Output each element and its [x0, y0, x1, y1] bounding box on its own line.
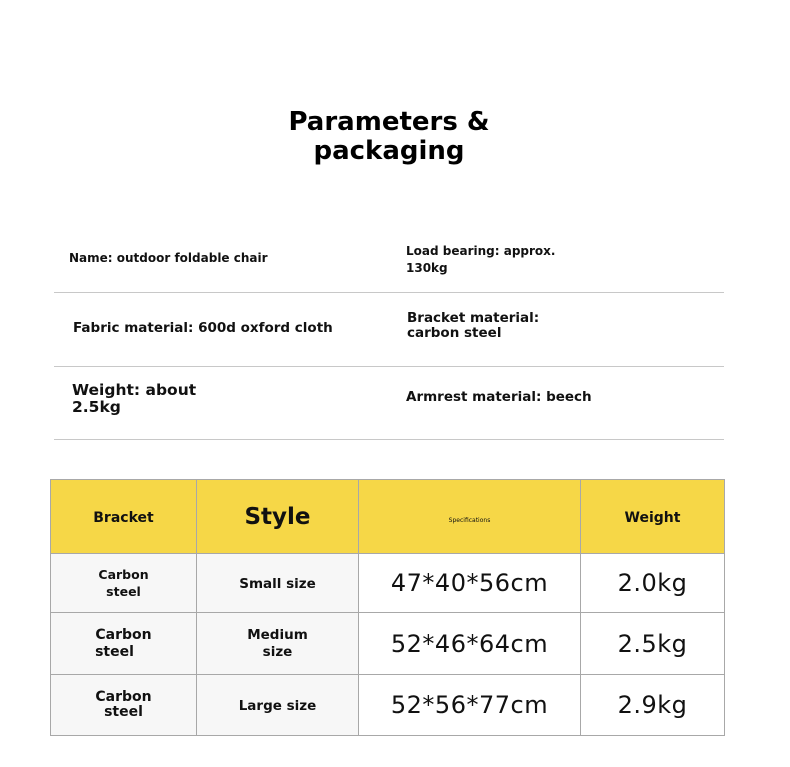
cell-style — [197, 613, 359, 675]
param-weight-line2: 2.5kg — [72, 398, 121, 416]
cell-bracket-line1: Carbon — [95, 689, 152, 705]
divider — [54, 292, 724, 293]
cell-bracket — [51, 675, 197, 736]
divider — [54, 366, 724, 367]
cell-weight — [581, 613, 725, 675]
cell-style — [197, 554, 359, 613]
page-title — [241, 108, 537, 176]
cell-style-label: Small size — [239, 576, 316, 592]
cell-weight-value: 2.9kg — [617, 691, 688, 719]
header-style-label: Style — [244, 503, 311, 530]
param-name: Name: outdoor foldable chair — [69, 251, 268, 265]
param-weight-line1: Weight: about — [72, 381, 197, 399]
cell-spec-value: 52*46*64cm — [390, 629, 549, 658]
header-weight-label: Weight — [624, 510, 681, 526]
param-load-bearing-line2: 130kg — [406, 261, 448, 275]
param-load-bearing — [406, 243, 555, 277]
param-armrest: Armrest material: beech — [406, 389, 592, 405]
param-bracket-line1: Bracket material: — [407, 310, 540, 326]
table-row — [51, 675, 725, 736]
cell-spec — [359, 554, 581, 613]
page-title-line1: Parameters & — [288, 107, 490, 137]
cell-bracket-label — [95, 627, 152, 661]
cell-bracket-label — [98, 566, 148, 600]
cell-weight-value: 2.0kg — [617, 569, 688, 597]
param-load-bearing-line1: Load bearing: approx. — [406, 244, 556, 258]
divider — [54, 439, 724, 440]
cell-spec — [359, 613, 581, 675]
header-bracket-label: Bracket — [93, 510, 154, 526]
cell-spec-value: 47*40*56cm — [390, 569, 549, 597]
header-style — [197, 480, 359, 554]
table-header-row — [51, 480, 725, 554]
cell-bracket — [51, 613, 197, 675]
cell-bracket-line2: steel — [106, 584, 141, 599]
param-fabric: Fabric material: 600d oxford cloth — [73, 320, 333, 336]
table-row — [51, 613, 725, 675]
header-weight — [581, 480, 725, 554]
cell-bracket-line2: steel — [95, 643, 134, 660]
cell-spec — [359, 675, 581, 736]
param-bracket-material — [407, 311, 539, 341]
cell-bracket-line1: Carbon — [98, 567, 149, 582]
header-specifications — [359, 480, 581, 554]
header-bracket — [51, 480, 197, 554]
cell-bracket-label — [95, 690, 151, 720]
page-title-line2: packaging — [313, 136, 465, 166]
cell-weight — [581, 554, 725, 613]
cell-bracket-line1: Carbon — [95, 626, 152, 643]
param-bracket-line2: carbon steel — [407, 325, 502, 341]
cell-bracket — [51, 554, 197, 613]
param-weight — [72, 382, 196, 416]
cell-weight — [581, 675, 725, 736]
cell-style-line2: size — [262, 643, 293, 660]
cell-style-label: Large size — [238, 698, 317, 714]
cell-bracket-line2: steel — [104, 704, 143, 720]
cell-weight-value: 2.5kg — [617, 629, 688, 658]
cell-style-line1: Medium — [247, 626, 308, 643]
table-row — [51, 554, 725, 613]
cell-spec-value: 52*56*77cm — [390, 691, 549, 719]
header-specifications-label: Specifications — [448, 517, 491, 524]
spec-table — [50, 479, 725, 736]
cell-style — [197, 675, 359, 736]
cell-style-label — [247, 627, 308, 661]
